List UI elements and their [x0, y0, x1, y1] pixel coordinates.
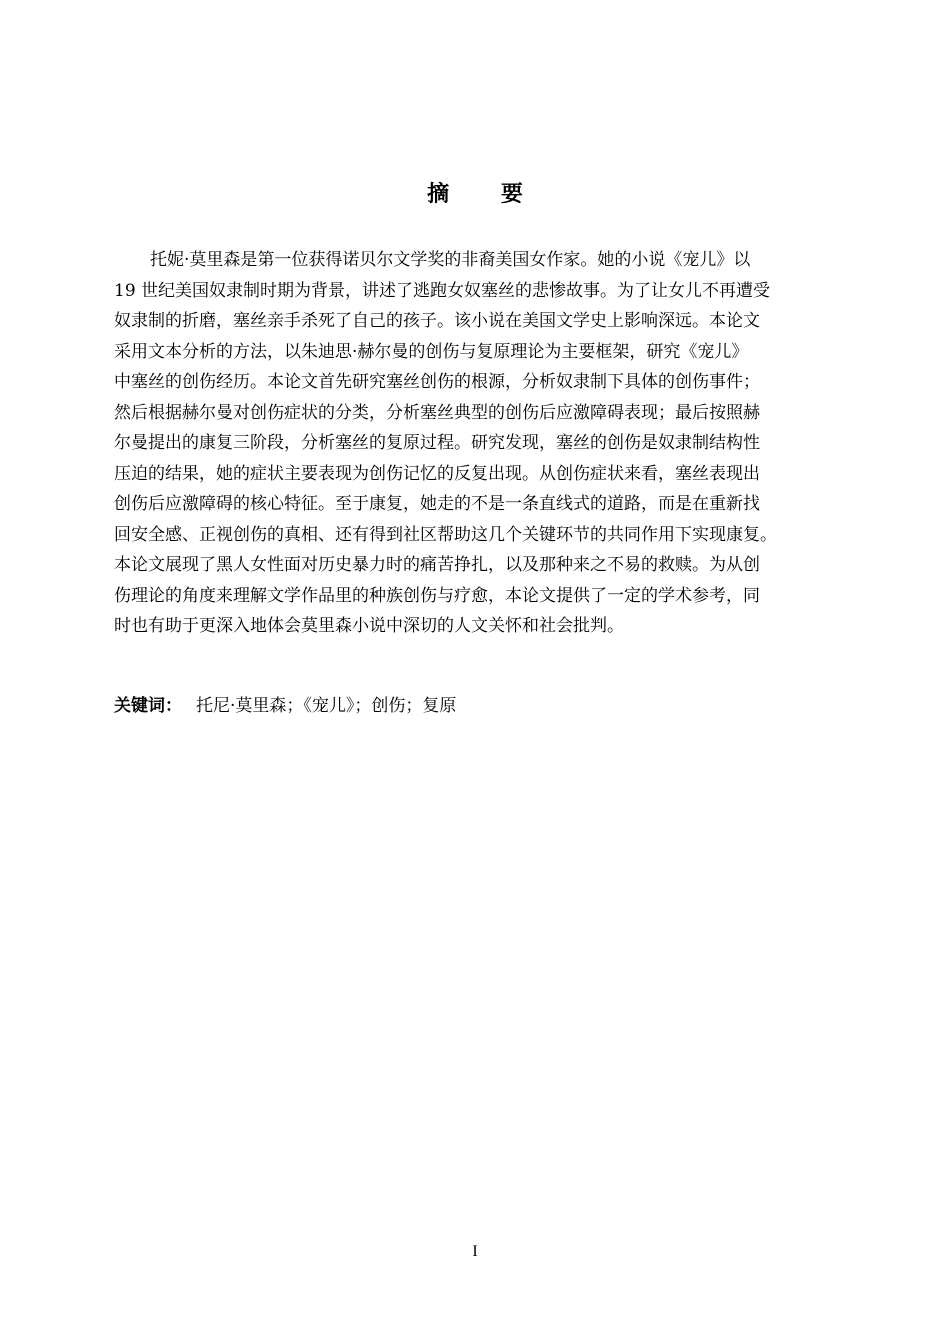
- abstract-line: 创伤后应激障碍的核心特征。至于康复，她走的不是一条直线式的道路，而是在重新找: [114, 494, 760, 514]
- keywords-text: 托尼·莫里森；《宠儿》；创伤；复原: [196, 696, 457, 716]
- abstract-line: 奴隶制的折磨，塞丝亲手杀死了自己的孩子。该小说在美国文学史上影响深远。本论文: [114, 311, 760, 331]
- abstract-line: 尔曼提出的康复三阶段，分析塞丝的复原过程。研究发现，塞丝的创伤是奴隶制结构性: [114, 433, 760, 453]
- abstract-body: [114, 245, 874, 642]
- abstract-line: 然后根据赫尔曼对创伤症状的分类，分析塞丝典型的创伤后应激障碍表现；最后按照赫: [114, 402, 760, 423]
- abstract-line: 19 世纪美国奴隶制时期为背景，讲述了逃跑女奴塞丝的悲惨故事。为了让女儿不再遭受: [114, 280, 771, 301]
- abstract-title: 摘 要: [427, 182, 545, 207]
- abstract-line: 时也有助于更深入地体会莫里森小说中深切的人文关怀和社会批判。: [114, 616, 624, 636]
- keywords-label: 关键词：: [114, 696, 182, 716]
- abstract-line: 回安全感、正视创伤的真相、还有得到社区帮助这几个关键环节的共同作用下实现康复。: [114, 524, 777, 545]
- abstract-line: 伤理论的角度来理解文学作品里的种族创伤与疗愈，本论文提供了一定的学术参考，同: [114, 585, 760, 606]
- page-number: I: [472, 1243, 478, 1260]
- abstract-line: 采用文本分析的方法，以朱迪思·赫尔曼的创伤与复原理论为主要框架，研究《宠儿》: [114, 341, 749, 362]
- abstract-line: 托妮·莫里森是第一位获得诺贝尔文学奖的非裔美国女作家。她的小说《宠儿》以: [150, 250, 751, 270]
- keywords-line: [114, 691, 456, 721]
- abstract-line: 压迫的结果，她的症状主要表现为创伤记忆的反复出现。从创伤症状来看，塞丝表现出: [114, 463, 760, 484]
- abstract-line: 中塞丝的创伤经历。本论文首先研究塞丝创伤的根源，分析奴隶制下具体的创伤事件；: [114, 372, 760, 392]
- abstract-line: 本论文展现了黑人女性面对历史暴力时的痛苦挣扎，以及那种来之不易的救赎。为从创: [114, 555, 760, 575]
